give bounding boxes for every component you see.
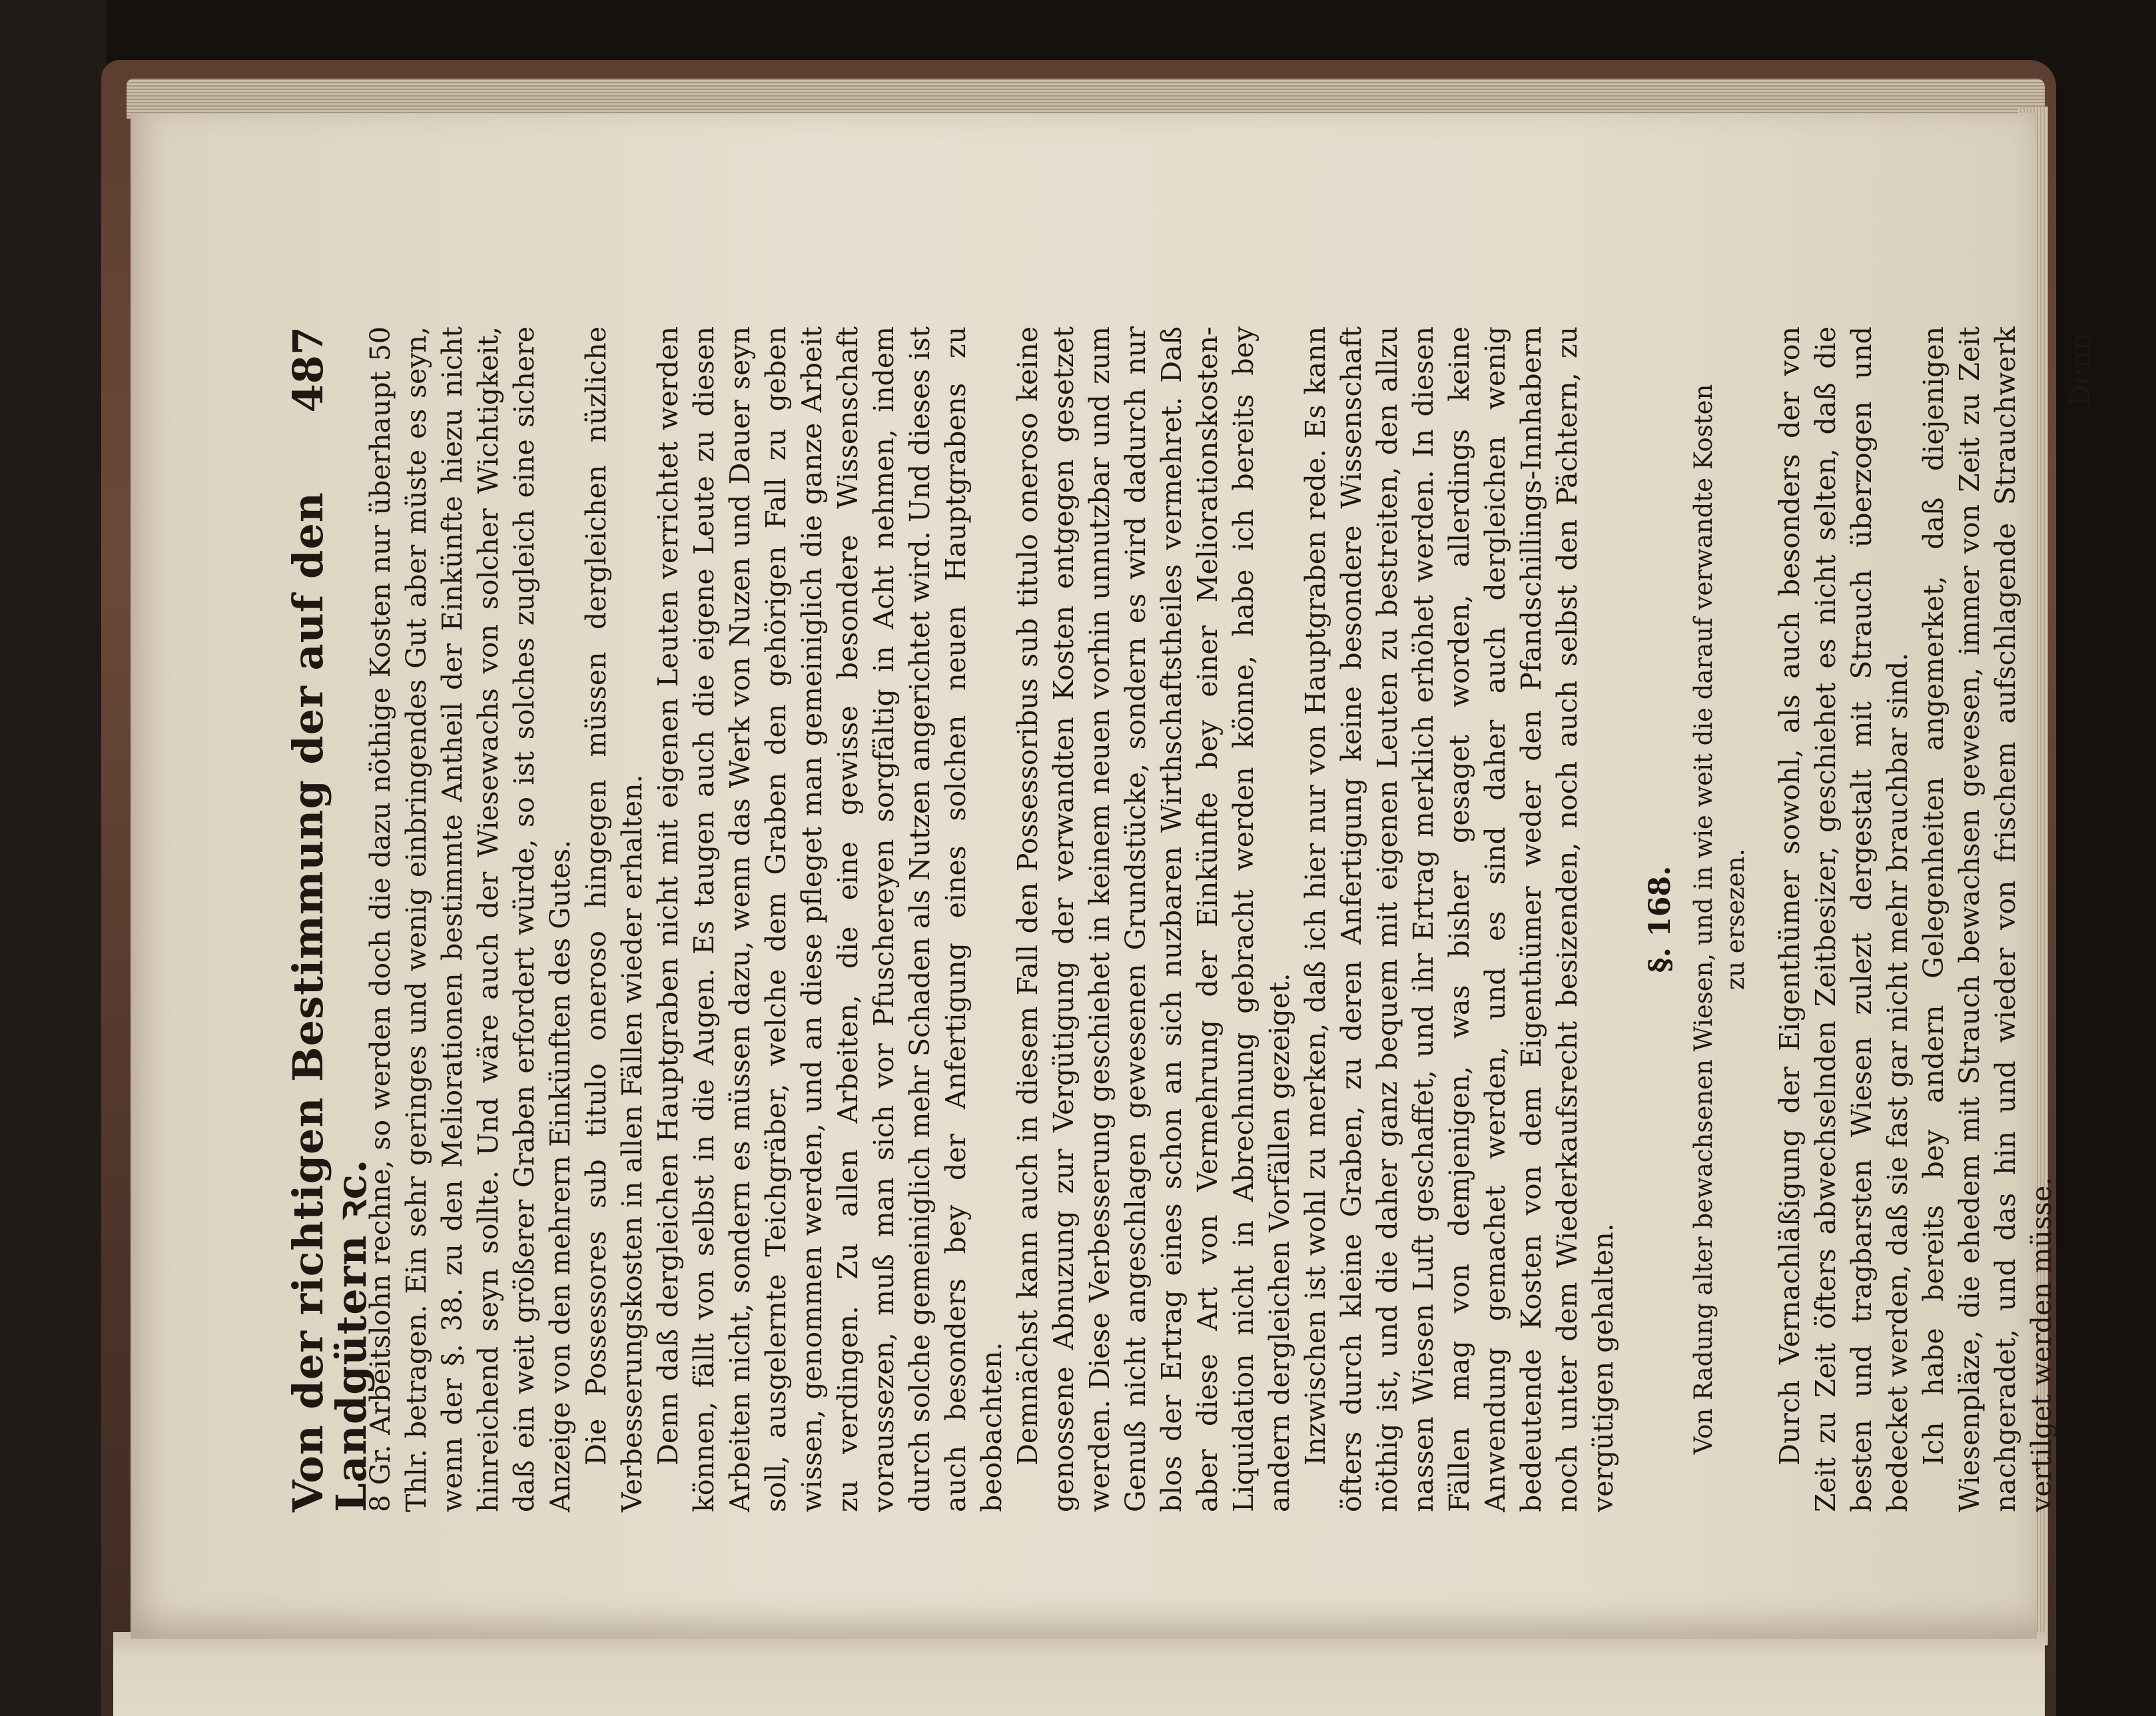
catchword: Denn: [2064, 333, 2096, 406]
page-number: 487: [284, 326, 332, 413]
next-page-edge: [113, 1632, 2045, 1716]
body-text: [362, 326, 2098, 1512]
paragraph: Inzwischen ist wohl zu merken, daß ich hier nur von Hauptgraben rede. Es kann öfters durch kleine Graben, zu deren Anfertigung keine besondere Wissenschaft nöthig ist, und die daher ganz bequem mit eigenen Leuten zu bestreiten, den allzu nassen Wiesen Luft geschaffet, und ihr Ertrag merklich erhöhet werden. In diesen Fällen mag von demjenigen, was bisher gesaget worden, allerdings keine Anwendung gemachet werden, und es sind daher auch dergleichen wenig bedeutende Kosten von dem Eigenthümer weder den Pfandschillings-Innhabern noch unter dem Wiederkaufsrecht besizenden, noch auch selbst den Pächtern, zu vergütigen gehalten.: [1299, 326, 1619, 1512]
page-edges-top: [127, 79, 2045, 119]
section-summary: Von Radung alter bewachsenen Wiesen, und in wie weit die darauf verwandte Kosten zu ersezen.: [1689, 384, 1750, 1455]
paragraph: Denn daß dergleichen Hauptgraben nicht mit eigenen Leuten verrichtet werden können, fällt von selbst in die Augen. Es taugen auch die eigene Leute zu diesen Arbeiten nicht, sondern es müssen dazu, wenn das Werk von Nuzen und Dauer seyn soll, ausgelernte Teichgräber, welche dem Graben den gehörigen Fall zu geben wissen, genommen werden, und an diese pfleget man gemeiniglich die ganze Arbeit zu verdingen. Zu allen Arbeiten, die eine gewisse besondere Wissenschaft voraussezen, muß man sich vor Pfuschereyen sorgfältig in Acht nehmen, indem durch solche gemeiniglich mehr Schaden als Nutzen angerichtet wird. Und dieses ist auch besonders bey der Anfertigung eines solchen neuen Hauptgrabens zu beobachten.: [652, 326, 1008, 1512]
printed-text-block: [284, 326, 2096, 1512]
running-head: [284, 326, 376, 1512]
paragraph: Ich habe bereits bey andern Gelegenheiten angemerket, daß diejenigen Wiesenpläze, die ehedem mit Strauch bewachsen gewesen, immer von Zeit zu Zeit nachgeradet, und das hin und wieder von frischem aufschlagende Strauchwerk vertilget werden müsse.: [1918, 326, 2057, 1512]
paragraph: Durch Vernachläßigung der Eigenthümer sowohl, als auch besonders der von Zeit zu Zeit öfters abwechselnden Zeitbesizer, geschiehet es nicht selten, daß die besten und tragbarsten Wiesen zulezt dergestalt mit Strauch überzogen und bedecket werden, daß sie fast gar nicht mehr brauchbar sind.: [1774, 326, 1914, 1512]
paragraph: 8 Gr. Arbeitslohn rechne, so werden doch die dazu nöthige Kosten nur überhaupt 50 Thlr. betragen. Ein sehr geringes und wenig einbringendes Gut aber müste es seyn, wenn der §. 38. zu den Meliorationen bestimmte Antheil der Einkünfte hiezu nicht hinreichend seyn sollte. Und wäre auch der Wiesewachs von solcher Wichtigkeit, daß ein weit größerer Graben erfordert würde, so ist solches zugleich eine sichere Anzeige von den mehrern Einkünften des Gutes.: [364, 326, 576, 1512]
section-number: §. 168.: [1643, 865, 1677, 973]
running-head-title: Von der richtigen Bestimmung der auf den Landgütern ꝛc.: [284, 492, 376, 1512]
paragraph: Demnächst kann auch in diesem Fall den Possessoribus sub titulo oneroso keine genossene Abnuzung zur Vergütigung der verwandten Kosten entgegen gesetzet werden. Diese Verbesserung geschiehet in keinem neuen vorhin unnutzbar und zum Genuß nicht angeschlagen gewesenen Grundstücke, sondern es wird dadurch nur blos der Ertrag eines schon an sich nuzbaren Wirthschaftstheiles vermehret. Daß aber diese Art von Vermehrung der Einkünfte bey einer Meliorationskosten-Liquidation nicht in Abrechnung gebracht werden könne, habe ich bereits bey andern dergleichen Vorfällen gezeiget.: [1012, 326, 1295, 1512]
paragraph: Die Possessores sub titulo oneroso hingegen müssen dergleichen nüzliche Verbesserungskosten in allen Fällen wieder erhalten.: [580, 326, 648, 1512]
background: [0, 0, 107, 1716]
